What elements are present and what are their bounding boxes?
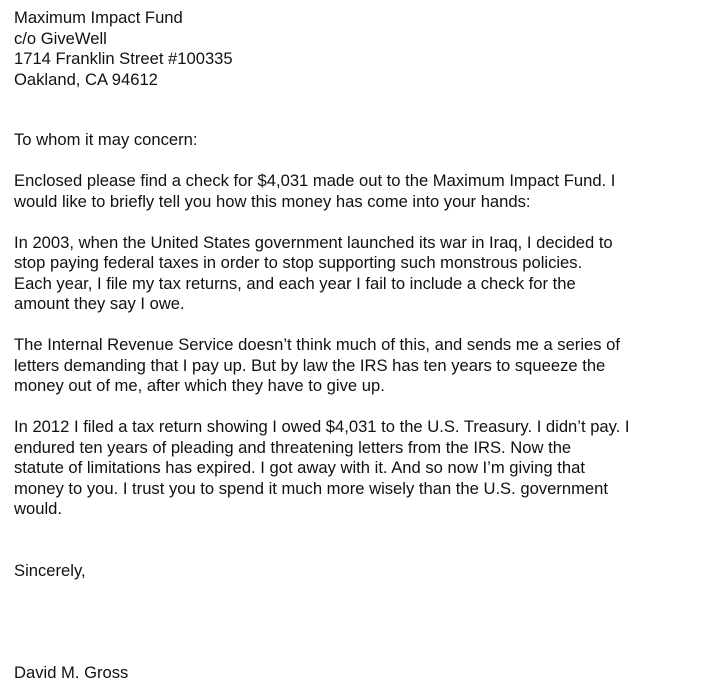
paragraph-line: In 2012 I filed a tax return showing I owed $4,031 to the U.S. Treasury. I didn’t pay. I — [14, 417, 630, 436]
paragraph-line: endured ten years of pleading and threatening letters from the IRS. Now the — [14, 437, 572, 457]
paragraph-line: In 2003, when the United States government launched its war in Iraq, I decided to — [14, 232, 613, 252]
letter — [14, 8, 714, 684]
paragraph-line: amount they say I owe. — [14, 294, 185, 313]
paragraph-irs-letters — [14, 335, 714, 397]
salutation — [14, 130, 714, 151]
paragraph-line: statute of limitations has expired. I got away with it. And so now I’m giving that — [14, 458, 585, 477]
paragraph-line: stop paying federal taxes in order to stop supporting such monstrous policies. — [14, 253, 583, 272]
address-line-name: Maximum Impact Fund — [14, 8, 183, 27]
paragraph-2012-return — [14, 417, 714, 520]
paragraph-line: letters demanding that I pay up. But by law the IRS has ten years to squeeze the — [14, 355, 606, 375]
paragraph-line: money to you. I trust you to spend it much more wisely than the U.S. government — [14, 478, 608, 498]
salutation-text: To whom it may concern: — [14, 130, 198, 149]
paragraph-line: Enclosed please find a check for $4,031 made out to the Maximum Impact Fund. I — [14, 171, 616, 190]
paragraph-check-enclosed — [14, 171, 714, 212]
closing — [14, 561, 714, 582]
paragraph-tax-resistance — [14, 233, 714, 315]
signature-name: David M. Gross — [14, 663, 129, 682]
address-line-street: 1714 Franklin Street #100335 — [14, 49, 233, 68]
paragraph-line: money out of me, after which they have to give up. — [14, 376, 385, 395]
address-line-city: Oakland, CA 94612 — [14, 69, 158, 89]
closing-text: Sincerely, — [14, 560, 86, 580]
paragraph-line: would like to briefly tell you how this money has come into your hands: — [14, 191, 531, 211]
paragraph-line: Each year, I file my tax returns, and each year I fail to include a check for the — [14, 273, 576, 293]
paragraph-line: would. — [14, 499, 62, 518]
address-line-care-of: c/o GiveWell — [14, 28, 107, 48]
recipient-address — [14, 8, 714, 90]
paragraph-line: The Internal Revenue Service doesn’t think much of this, and sends me a series of — [14, 335, 620, 354]
signature — [14, 663, 714, 684]
